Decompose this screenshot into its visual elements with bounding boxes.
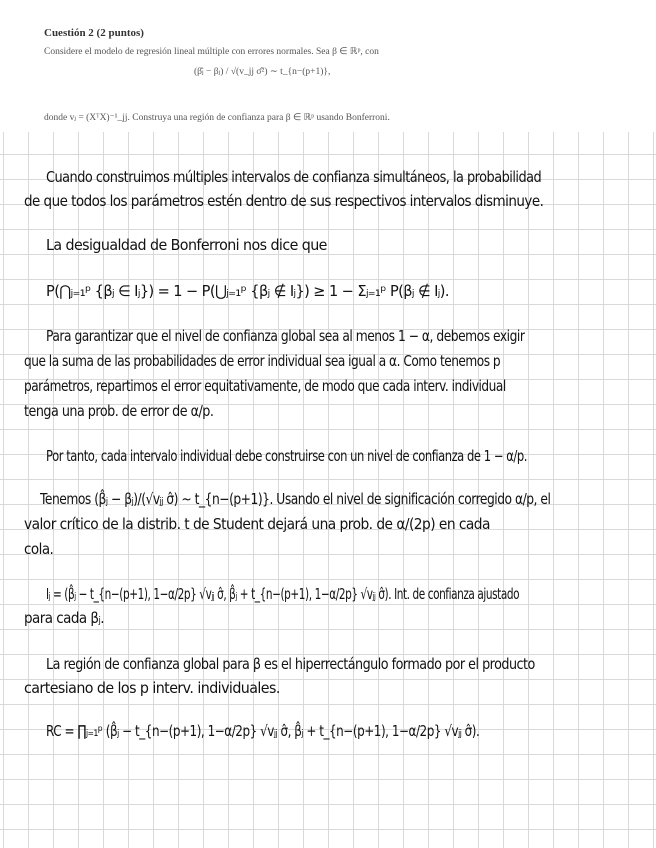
answer-line: Iⱼ = (β̂ⱼ − t_{n−(p+1), 1−α/2p} √vⱼⱼ σ̂, β̂ⱼ + t_{n−(p+1), 1−α/2p} √vⱼⱼ σ̂). Int. de confianza ajustado — [46, 585, 520, 603]
answer-line: tenga una prob. de error de α/p. — [24, 402, 214, 420]
question-formula: (β̂ⱼ − βⱼ) / √(v_jj σ̂²) ∼ t_{n−(p+1)}, — [194, 67, 331, 77]
answer-line: valor crítico de la distrib. t de Student dejará una prob. de α/(2p) en cada — [24, 515, 490, 533]
answer-line: para cada βⱼ. — [24, 609, 105, 627]
question-statement-cont: donde vⱼ = (XᵀX)⁻¹_jj. Construya una región de confianza para β ∈ ℝᵖ usando Bonferroni. — [44, 113, 390, 123]
question-title: Cuestión 2 (2 puntos) — [44, 27, 144, 39]
printed-question — [0, 0, 656, 132]
answer-line: que la suma de las probabilidades de error individual sea igual a α. Como tenemos p — [24, 352, 501, 370]
answer-line: cartesiano de los p interv. individuales. — [24, 679, 280, 697]
answer-line: de que todos los parámetros estén dentro de sus respectivos intervalos disminuye. — [24, 192, 544, 210]
answer-line: La región de confianza global para β es el hiperrectángulo formado por el producto — [46, 655, 535, 673]
question-statement: Considere el modelo de regresión lineal múltiple con errores normales. Sea β ∈ ℝᵖ, con — [44, 47, 379, 57]
answer-line: P(⋂ⱼ₌₁ᵖ {βⱼ ∈ Iⱼ}) = 1 − P(⋃ⱼ₌₁ᵖ {βⱼ ∉ Iⱼ}) ≥ 1 − Σⱼ₌₁ᵖ P(βⱼ ∉ Iⱼ). — [46, 282, 449, 300]
answer-line: RC = ∏ⱼ₌₁ᵖ (β̂ⱼ − t_{n−(p+1), 1−α/2p} √vⱼⱼ σ̂, β̂ⱼ + t_{n−(p+1), 1−α/2p} √vⱼⱼ σ̂). — [46, 722, 480, 740]
answer-line: Cuando construimos múltiples intervalos de confianza simultáneos, la probabilidad — [46, 168, 542, 186]
answer-line: La desigualdad de Bonferroni nos dice que — [46, 236, 327, 254]
answer-line: Para garantizar que el nivel de confianza global sea al menos 1 − α, debemos exigir — [46, 327, 525, 345]
answer-line: parámetros, repartimos el error equitativamente, de modo que cada interv. individual — [24, 377, 506, 395]
answer-line: cola. — [24, 540, 54, 558]
answer-line: Tenemos (β̂ⱼ − βⱼ)/(√vⱼⱼ σ̂) ∼ t_{n−(p+1)}. Usando el nivel de significación corregido α/p, el — [40, 490, 551, 508]
answer-line: Por tanto, cada intervalo individual debe construirse con un nivel de confianza de 1 − α/p. — [46, 447, 527, 465]
